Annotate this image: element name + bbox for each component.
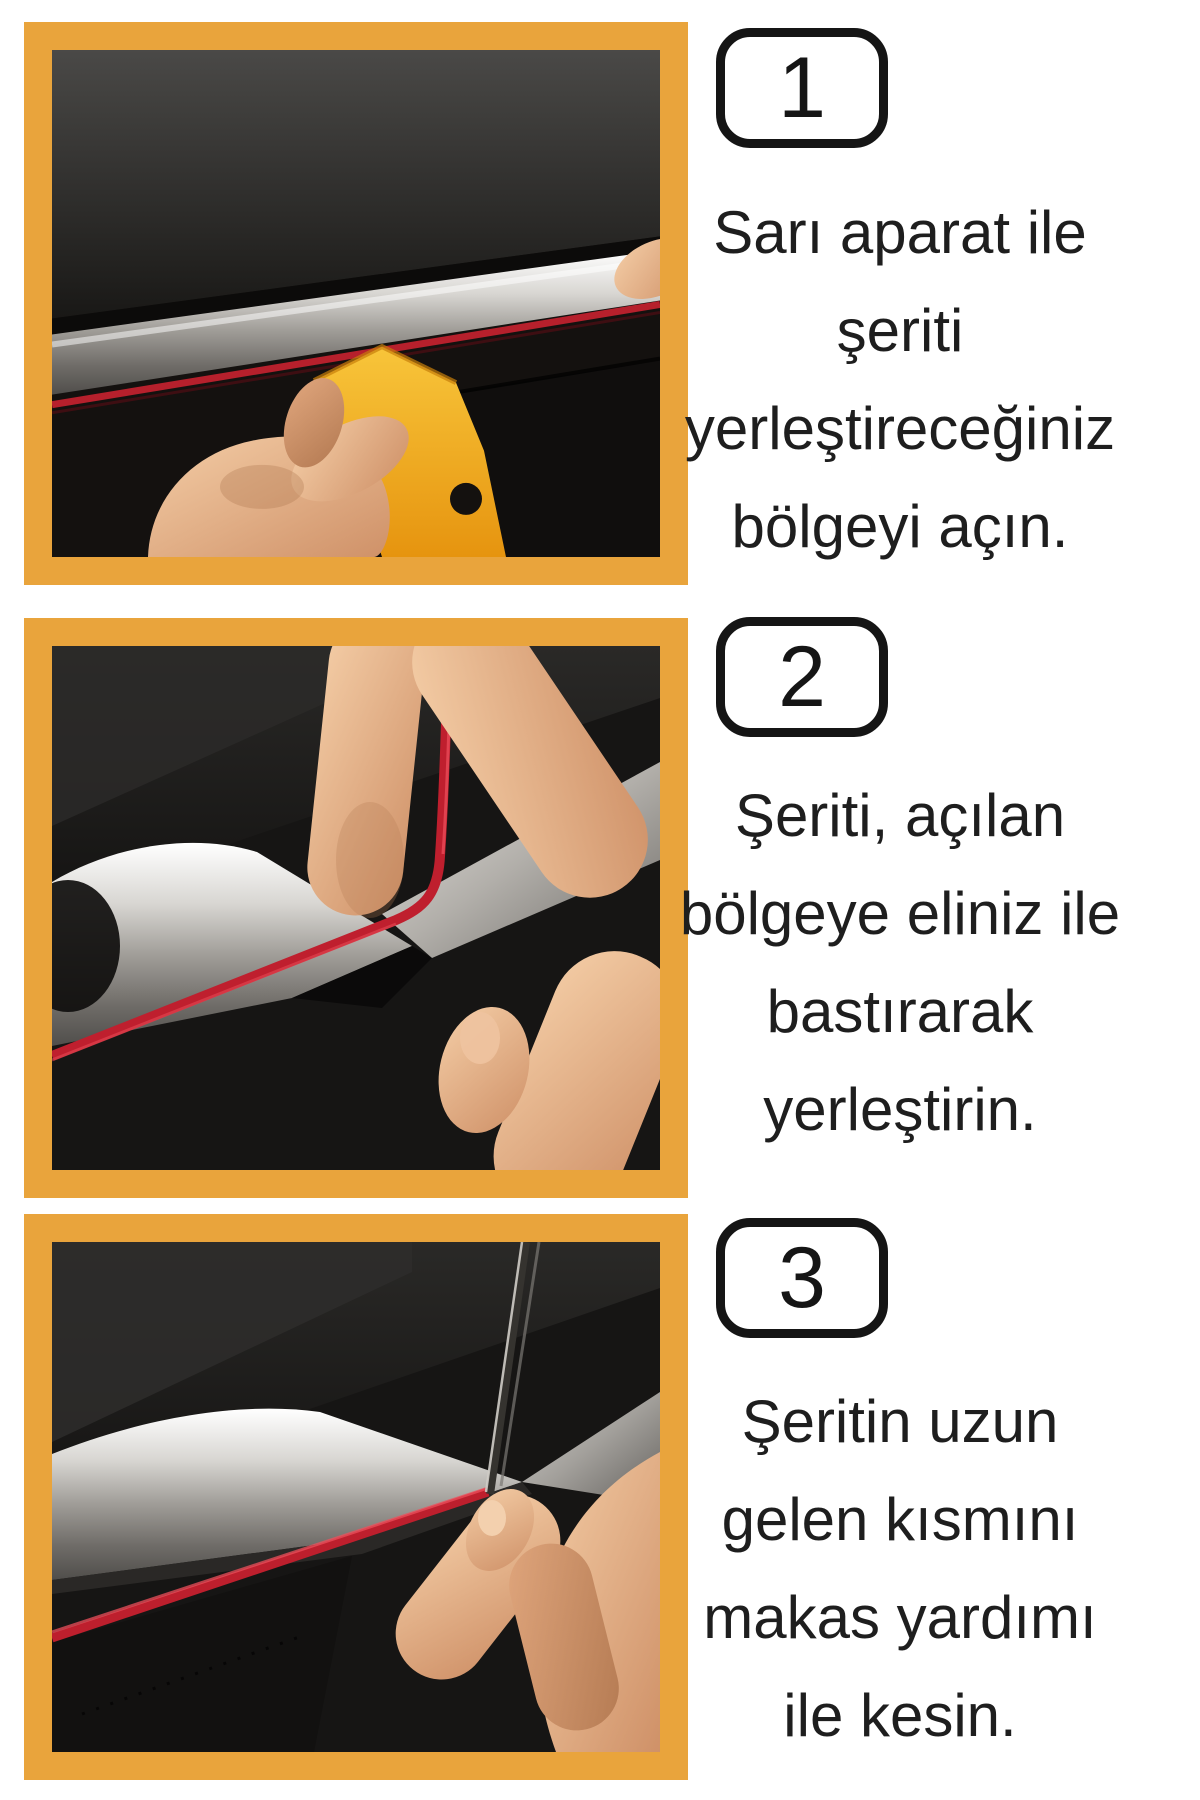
step-3-line-1: Şeritin uzun [741, 1388, 1059, 1455]
step-3-text [600, 1373, 1200, 1765]
step-3-line-2: gelen kısmını [721, 1486, 1079, 1553]
step-1-photo [52, 50, 660, 557]
step-1-badge-number: 1 [778, 40, 826, 136]
step-3-badge-number: 3 [778, 1230, 826, 1326]
step-3-line-4: ile kesin. [783, 1682, 1017, 1749]
step-1-line-4: bölgeyi açın. [731, 493, 1069, 560]
step-1-photo-frame [24, 22, 688, 585]
step-2-illustration [52, 646, 660, 1170]
step-3-illustration [52, 1242, 660, 1752]
step-2-photo-frame [24, 618, 688, 1198]
step-2-text [600, 767, 1200, 1159]
step-1-badge [716, 28, 888, 148]
step-3-line-3: makas yardımı [703, 1584, 1097, 1651]
step-1-line-3: yerleştireceğiniz [684, 395, 1116, 462]
step-1-line-1: Sarı aparat ile [713, 199, 1087, 266]
step-2-badge [716, 617, 888, 737]
step-3-photo [52, 1242, 660, 1752]
step-3-badge [716, 1218, 888, 1338]
step-2-line-3: bastırarak [766, 978, 1034, 1045]
step-2-line-4: yerleştirin. [763, 1076, 1037, 1143]
step-1-text [600, 184, 1200, 576]
step-1-line-2: şeriti [836, 297, 964, 364]
step-1-illustration [52, 50, 660, 557]
step-2-photo [52, 646, 660, 1170]
step-3-photo-frame [24, 1214, 688, 1780]
step-2-line-1: Şeriti, açılan [734, 782, 1066, 849]
step-2-line-2: bölgeye eliniz ile [679, 880, 1121, 947]
step-2-badge-number: 2 [778, 629, 826, 725]
